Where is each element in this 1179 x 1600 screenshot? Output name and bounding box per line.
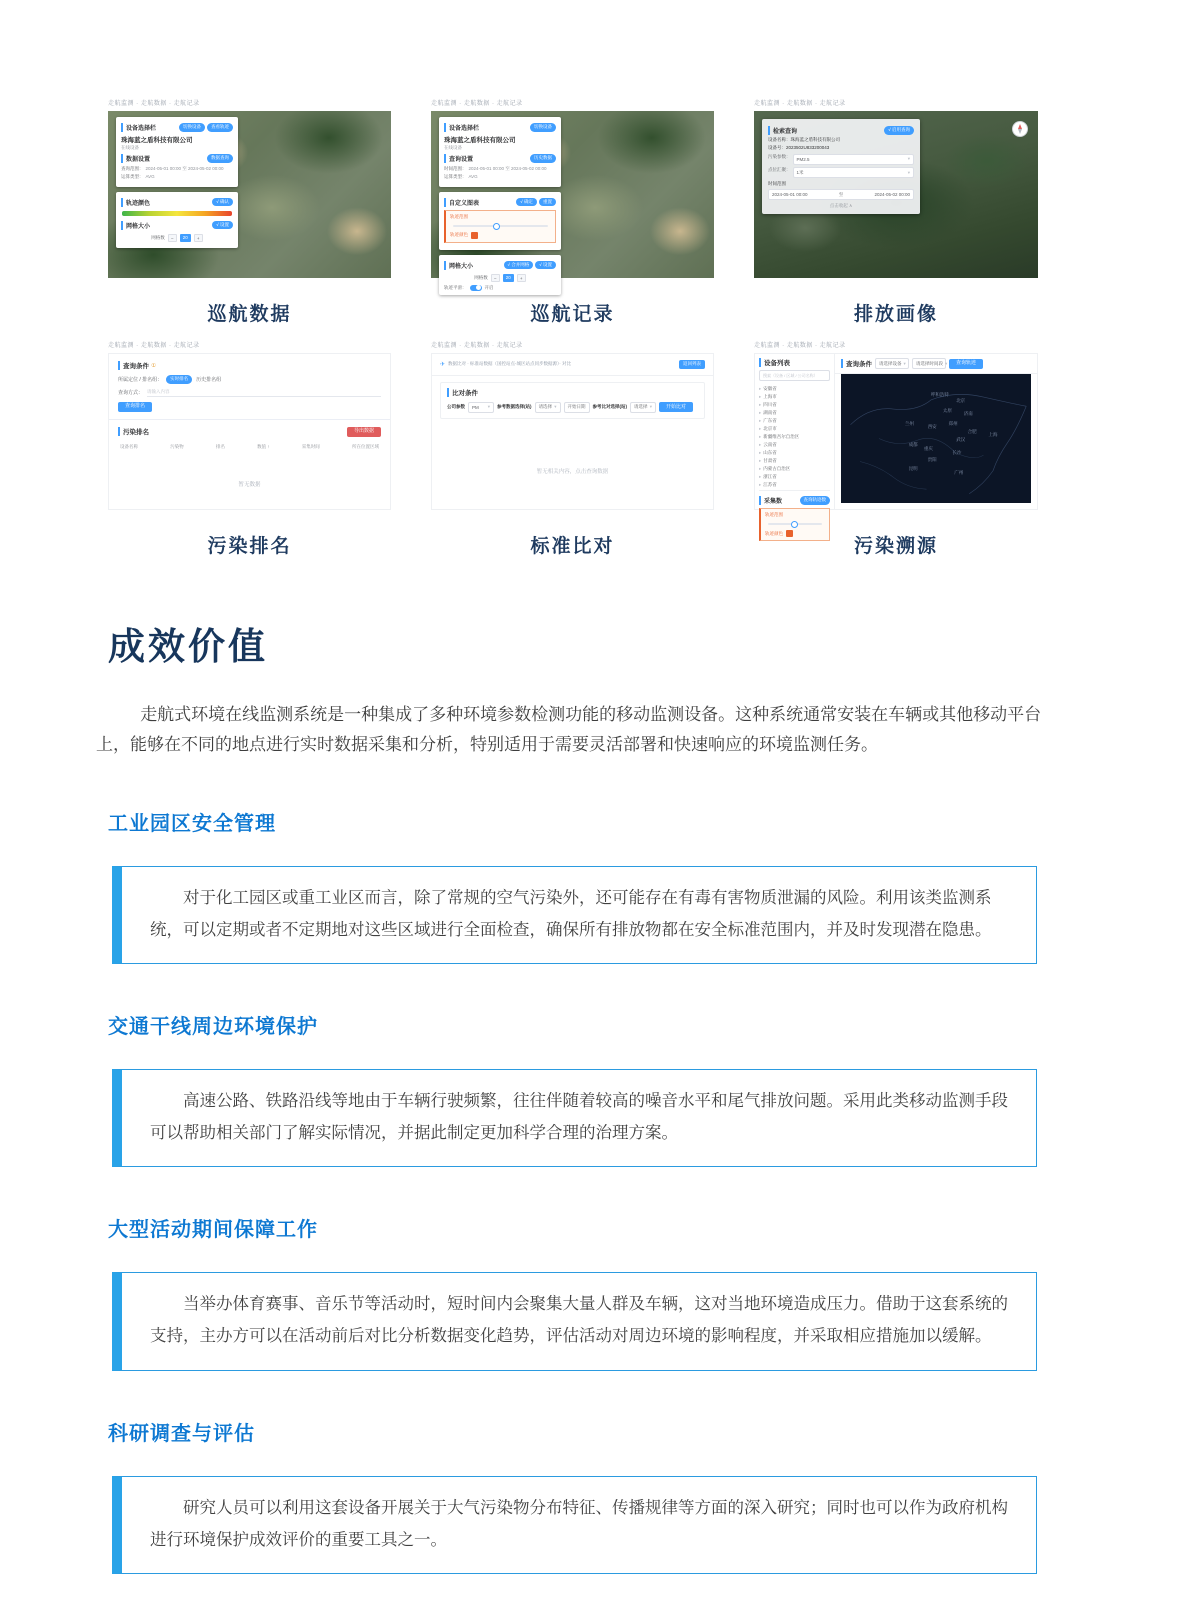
minus-button: − [168, 234, 177, 242]
back-to-list-button: 返回列表 [679, 360, 705, 369]
stepper-label: 网格数 [151, 234, 165, 240]
set-grid-button: √ 设置 [535, 261, 556, 270]
confirm-button: √ 确定 [516, 198, 537, 207]
navigate-icon: ✈ [440, 361, 446, 368]
map-panel-stack [439, 117, 561, 300]
device-select: 请选择设备 ▾ [875, 358, 909, 369]
map-city-label: 重庆 [923, 445, 933, 451]
track-range-box [444, 210, 556, 243]
map-city-label: 广州 [954, 470, 964, 476]
china-dark-map [841, 374, 1031, 503]
mini-nav: 走航监测 · 走航数据 · 走航记录 [431, 343, 523, 349]
usecase-text: 当举办体育赛事、音乐节等活动时，短时间内会聚集大量人群及车辆，这对当地环境造成压力。借助于这套系统的支持，主办方可以在活动前后对比分析数据变化趋势，评估活动对周边环境的影响程度，并采取相应措施加以缓解。 [150, 1295, 1008, 1346]
merge-grid-button: √ 合并网格 [504, 261, 534, 270]
province-item: ▸ 上海市 [759, 394, 830, 400]
device-name-line: 设备名称：珠海蓝之盾科技有限公司 [768, 137, 840, 142]
usecase-callout-box [112, 1069, 1037, 1167]
panel-title: 网格大小 [121, 221, 150, 230]
ref-compare-select: 请选择 ▾ [630, 402, 656, 413]
field-label: 运算类型： [444, 174, 467, 179]
search-input: 搜索（设备 / 区域 / 公司名称） [759, 370, 830, 381]
table-header: 排名 [215, 443, 225, 449]
reset-button: 重置 [539, 198, 556, 207]
usecase-section [108, 1213, 1073, 1370]
switch-device-button: 切换设备 [179, 123, 205, 132]
map-city-label: 成都 [908, 441, 918, 447]
range-slider [453, 225, 548, 227]
thumbnail-pollution-ranking [108, 342, 391, 558]
display-panel [116, 192, 238, 248]
province-item: ▸ 云南省 [759, 442, 830, 448]
province-item: ▸ 安徽省 [759, 386, 830, 392]
field-label: 时间范围： [444, 165, 467, 171]
province-item: ▸ 广东省 [759, 418, 830, 424]
map-panel-stack [116, 117, 238, 253]
data-query-button: 数据查询 [207, 154, 233, 163]
usecase-section [108, 1417, 1073, 1574]
chevron-down-icon: ▾ [945, 360, 948, 366]
thumbnail-emission-portrait [754, 100, 1038, 326]
table-header-row [118, 444, 381, 450]
map-city-label: 兰州 [904, 421, 914, 427]
field-label: 运算类型： [121, 174, 144, 179]
intro-paragraph: 走航式环境在线监测系统是一种集成了多种环境参数检测功能的移动监测设备。这种系统通常安装在车辆或其他移动平台上，能够在不同的地点进行实时数据采集和分析，特别适用于需要灵活部署和快速响应的环境监测任务。 [96, 705, 1042, 755]
province-item: ▸ 甘肃省 [759, 458, 830, 464]
stepper-value: 20 [503, 274, 514, 282]
compare-condition-card [440, 382, 705, 419]
track-range-box [759, 508, 830, 541]
table-header: 污染物 [170, 443, 184, 449]
province-list [759, 384, 830, 490]
standard-compare-screenshot[interactable] [431, 353, 714, 510]
mini-nav: 走航监测 · 走航数据 · 走航记录 [431, 101, 523, 107]
grid-size-stepper [444, 274, 556, 282]
filter-label: 参考比对选择(站) [592, 404, 627, 409]
usecase-list [108, 807, 1073, 1574]
thumbnail-cruise-data [108, 100, 391, 326]
map-city-label: 西安 [927, 423, 937, 429]
realtime-rank-button: 实时排名 [166, 375, 192, 384]
caption-cruise-data: 巡航数据 [207, 304, 292, 325]
panel-title: 设备选择栏 [121, 123, 156, 132]
company-sub: 在线设备 [444, 145, 462, 150]
province-item: ▸ 山东省 [759, 450, 830, 456]
grid-size-stepper [121, 234, 233, 242]
caption-standard-compare: 标准比对 [530, 536, 615, 557]
province-item: ▸ 湖南省 [759, 410, 830, 416]
ref-data-select: 请选择 ▾ [535, 402, 561, 413]
caption-emission-portrait: 排放画像 [853, 304, 938, 325]
usecase-heading: 科研调查与评估 [108, 1422, 255, 1445]
caption-cruise-record: 巡航记录 [530, 304, 615, 325]
company-sub: 在线设备 [121, 145, 139, 150]
switch-device-button: 切换设备 [530, 123, 556, 132]
chevron-down-icon: ▾ [907, 169, 910, 175]
time-select: 请选择时间段 ▾ [912, 358, 946, 369]
confirm-color-button: √ 确认 [212, 198, 233, 207]
slider-label: 轨迹范围 [765, 512, 783, 517]
thumbnail-pollution-trace [754, 342, 1038, 558]
panel-title: 检索查询 [768, 126, 797, 135]
plus-button: + [194, 234, 203, 242]
empty-state-text: 暂无相关内容，点击查询数据 [536, 468, 609, 475]
stepper-value: 20 [180, 234, 191, 242]
usecase-callout-box [112, 1476, 1037, 1574]
usecase-section [108, 807, 1073, 964]
cruise-record-screenshot[interactable] [431, 111, 714, 290]
province-item: ▸ 内蒙古自治区 [759, 466, 830, 472]
caption-pollution-trace: 污染溯源 [853, 536, 938, 557]
map-city-label: 贵阳 [927, 457, 937, 463]
province-item: ▸ 四川省 [759, 402, 830, 408]
map-city-label: 武汉 [956, 436, 966, 442]
color-swatch [471, 232, 478, 239]
set-grid-button: √ 设置 [212, 221, 233, 230]
usecase-heading: 大型活动期间保障工作 [108, 1219, 318, 1242]
chevron-down-icon: ▾ [907, 156, 910, 161]
breadcrumb-text: 数据比对 · 标准站数据（国控站点-城区站点同步数据源）· 对比 [448, 361, 572, 367]
page-title: 成效价值 [108, 626, 268, 667]
compare-button: 开始比对 [659, 402, 693, 412]
device-panel [439, 117, 561, 187]
usecase-heading: 交通干线周边环境保护 [108, 1015, 318, 1038]
province-item: ▸ 北京市 [759, 426, 830, 432]
stepper-label: 网格数 [474, 274, 488, 280]
section-title: 查询条件 [841, 359, 872, 368]
company-name: 珠海蓝之盾科技有限公司 [121, 137, 193, 144]
field-value: AVG [145, 174, 155, 179]
chevron-down-icon: ▾ [487, 404, 490, 409]
panel-title: 轨迹颜色 [121, 198, 150, 207]
mini-nav: 走航监测 · 走航数据 · 走航记录 [754, 343, 846, 349]
swatch-label: 轨迹颜色 [450, 232, 468, 237]
section-title: 查询条件 [118, 361, 149, 370]
map-city-label: 上海 [988, 431, 998, 437]
mini-nav: 走航监测 · 走航数据 · 走航记录 [108, 343, 200, 349]
field-label: 污染参数： [768, 153, 791, 159]
field-label: 查询范围： [121, 165, 144, 171]
field-value: 2024-05-01 00:00 至 2024-05-02 00:00 [468, 165, 547, 171]
query-input: 请输入内容 [147, 389, 381, 397]
color-swatch [786, 530, 793, 537]
map-city-label: 济南 [963, 410, 973, 416]
collect-section [759, 490, 830, 544]
map-city-label: 郑州 [948, 421, 958, 427]
mini-nav: 走航监测 · 走航数据 · 走航记录 [754, 101, 846, 107]
section-title: 设备列表 [759, 358, 790, 367]
enable-query-button: √ 启用查询 [884, 126, 914, 135]
trace-query-button: 查询轨迹 [949, 359, 983, 369]
table-header: 采集时间 [301, 443, 320, 449]
filter-label: 参考数据选择(站) [497, 404, 532, 409]
usecase-text: 高速公路、铁路沿线等地由于车辆行驶频繁，往往伴随着较高的噪音水平和尾气排放问题。采用此类移动监测手段可以帮助相关部门了解实际情况，并据此制定更加科学合理的治理方案。 [150, 1091, 1008, 1143]
map-city-label: 太原 [942, 408, 952, 414]
toggle-label: 轨迹平滑： [444, 284, 467, 290]
history-data-button: 历史数据 [530, 154, 556, 163]
device-id-line: 设备号：2023502U833200043 [768, 145, 830, 150]
section-title: 污染排名 [118, 427, 149, 436]
trace-main [835, 354, 1037, 509]
color-gradient-bar [122, 211, 232, 216]
table-header: 数值 ↑ [257, 443, 270, 449]
view-track-button: 查看轨迹 [207, 123, 233, 132]
info-badge-icon: ① [151, 362, 156, 369]
query-rank-button: 查询排名 [118, 402, 152, 412]
cluster-select: 1米 ▾ [793, 167, 915, 178]
usecase-section [108, 1010, 1073, 1167]
usecase-text: 研究人员可以利用这套设备开展关于大气污染物分布特征、传播规律等方面的深入研究；同时也可以作为政府机构进行环境保护成效评价的重要工具之一。 [150, 1498, 1008, 1549]
minus-button: − [491, 274, 500, 282]
row-alt-label: 历史排名组 [196, 376, 222, 383]
divider [109, 419, 390, 420]
usecase-text: 对于化工园区或重工业区而言，除了常规的空气污染外，还可能存在有毒有害物质泄漏的风险。利用该类监测系统，可以定期或者不定期地对这些区域进行全面检查，确保所有排放物都在安全标准范围内，并及时发现潜在隐患。 [150, 888, 992, 939]
field-label: 点位汇聚： [768, 167, 791, 172]
thumbnail-standard-compare [431, 342, 714, 558]
date-range-input: 2024-05-01 00:00 至 2024-05-02 00:00 [768, 189, 914, 200]
search-panel [762, 119, 920, 214]
panel-title: 网格大小 [444, 261, 473, 270]
table-header: 所在位置区域 [351, 443, 379, 449]
filter-label: 公司参数 [447, 404, 465, 409]
field-value: 2024-05-01 00:00 至 2024-05-02 00:00 [145, 165, 224, 171]
query-condition-bar [835, 354, 1037, 374]
usecase-callout-box [112, 866, 1037, 964]
province-item: ▸ 新疆维吾尔自治区 [759, 434, 830, 440]
mini-nav: 走航监测 · 走航数据 · 走航记录 [108, 101, 200, 107]
table-header: 设备名称 [120, 443, 138, 449]
caption-pollution-ranking: 污染排名 [207, 536, 292, 557]
province-item: ▸ 浙江省 [759, 474, 830, 480]
pollutant-select: PM2.5 ▾ [793, 154, 915, 165]
toggle-state: 开启 [484, 284, 494, 290]
collapse-link: 点击收起 ∧ [829, 203, 853, 208]
custom-chart-panel [439, 192, 561, 250]
row-label: 所属定位 / 排名组： [118, 376, 163, 383]
field-value: AVG [468, 174, 478, 179]
empty-state-text: 暂无数据 [238, 481, 261, 488]
range-label: 时间范围 [768, 180, 786, 186]
map-city-label: 长沙 [952, 449, 962, 455]
chevron-down-icon: ▾ [554, 404, 557, 409]
compass-icon [1012, 121, 1028, 137]
panel-title: 自定义图表 [444, 198, 479, 207]
panel-title: 采集数 [759, 496, 782, 505]
export-button: 导出数据 [347, 427, 381, 437]
device-panel [116, 117, 238, 187]
smooth-toggle [470, 285, 482, 291]
thumbnail-cruise-record [431, 100, 714, 326]
device-list-sidebar [755, 354, 835, 536]
start-date-input: 开始日期 [564, 402, 590, 413]
swatch-label: 轨迹颜色 [765, 530, 783, 536]
panel-title: 设备选择栏 [444, 123, 479, 132]
emission-portrait-screenshot[interactable] [754, 111, 1038, 278]
plus-button: + [517, 274, 526, 282]
range-slider [768, 523, 822, 525]
map-city-label: 合肥 [967, 429, 977, 435]
company-name: 珠海蓝之盾科技有限公司 [444, 137, 516, 144]
slider-label: 轨迹范围 [450, 213, 468, 219]
map-city-label: 昆明 [908, 466, 918, 472]
map-city-label: 呼和浩特 [930, 391, 949, 397]
province-item: ▸ 江苏省 [759, 482, 830, 488]
chevron-down-icon: ▾ [903, 360, 906, 366]
usecase-heading: 工业园区安全管理 [108, 812, 276, 835]
usecase-callout-box [112, 1272, 1037, 1370]
breadcrumb [432, 354, 713, 376]
param-select: PM ▾ [468, 402, 494, 413]
cruise-data-screenshot[interactable] [108, 111, 391, 278]
section-title: 比对条件 [447, 388, 478, 397]
pollution-ranking-screenshot[interactable] [108, 353, 391, 510]
grid-panel [439, 255, 561, 295]
chevron-down-icon: ▾ [649, 404, 652, 409]
row-label: 查询方式： [118, 390, 144, 396]
screenshot-gallery [108, 100, 1073, 574]
pollution-trace-screenshot[interactable] [754, 353, 1038, 536]
panel-title: 查询设置 [444, 154, 473, 163]
query-track-count-button: 查询轨迹数 [800, 496, 831, 505]
map-city-label: 北京 [956, 398, 966, 404]
panel-title: 数据设置 [121, 154, 150, 163]
